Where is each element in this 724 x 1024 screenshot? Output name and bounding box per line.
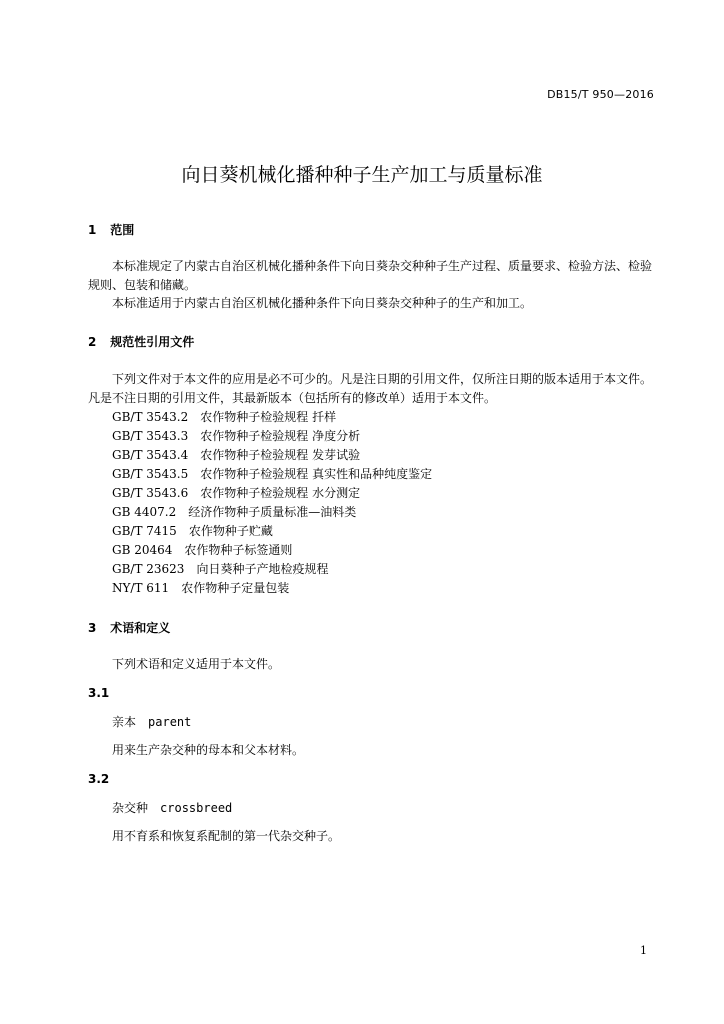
reference-item <box>112 484 360 501</box>
section-2-heading <box>88 333 194 350</box>
reference-code: GB/T 3543.3 <box>112 429 189 443</box>
document-title: 向日葵机械化播种种子生产加工与质量标准 <box>181 164 543 186</box>
section-3-intro: 下列术语和定义适用于本文件。 <box>112 657 281 671</box>
reference-code: GB/T 3543.5 <box>112 467 189 481</box>
term-zh: 亲本 <box>112 715 137 729</box>
reference-title: 农作物种子检验规程 真实性和品种纯度鉴定 <box>200 467 433 481</box>
term-definition: 用来生产杂交种的母本和父本材料。 <box>112 743 305 757</box>
reference-code: GB/T 3543.6 <box>112 486 189 500</box>
reference-title: 向日葵种子产地检疫规程 <box>196 562 329 576</box>
term-zh: 杂交种 <box>112 801 149 815</box>
section-title: 规范性引用文件 <box>110 335 195 349</box>
reference-item <box>112 541 292 558</box>
reference-item <box>112 560 328 577</box>
reference-item <box>112 503 356 520</box>
term-definition: 用不育系和恢复系配制的第一代杂交种子。 <box>112 829 341 843</box>
reference-title: 经济作物种子质量标准—油料类 <box>188 505 357 519</box>
reference-code: GB/T 3543.4 <box>112 448 189 462</box>
term-name <box>112 713 191 730</box>
section-number: 3 <box>88 621 97 635</box>
standard-code: DB15/T 950—2016 <box>547 88 654 101</box>
reference-title: 农作物种子检验规程 水分测定 <box>200 486 361 500</box>
reference-title: 农作物种子检验规程 净度分析 <box>200 429 361 443</box>
section-title: 范围 <box>110 223 135 237</box>
reference-title: 农作物种子标签通则 <box>184 543 293 557</box>
reference-item <box>112 408 336 425</box>
reference-title: 农作物种子定量包装 <box>181 581 290 595</box>
reference-item <box>112 579 289 596</box>
section-number: 1 <box>88 223 97 237</box>
reference-code: GB/T 7415 <box>112 524 177 538</box>
section-1-heading <box>88 221 134 238</box>
reference-code: GB/T 3543.2 <box>112 410 189 424</box>
term-name <box>112 799 232 816</box>
reference-title: 农作物种子检验规程 扦样 <box>200 410 337 424</box>
term-number: 3.2 <box>88 772 110 786</box>
page-number: 1 <box>640 944 647 957</box>
section-1-paragraph-2: 本标准适用于内蒙古自治区机械化播种条件下向日葵杂交种种子的生产和加工。 <box>112 296 533 310</box>
section-3-heading <box>88 619 170 636</box>
section-2-intro: 下列文件对于本文件的应用是必不可少的。凡是注日期的引用文件，仅所注日期的版本适用于本文件。凡是不注日期的引用文件，其最新版本（包括所有的修改单）适用于本文件。 <box>88 372 653 405</box>
reference-code: GB 20464 <box>112 543 173 557</box>
reference-title: 农作物种子贮藏 <box>188 524 273 538</box>
reference-item <box>112 427 360 444</box>
reference-item <box>112 446 360 463</box>
reference-code: NY/T 611 <box>112 581 170 595</box>
section-title: 术语和定义 <box>110 621 171 635</box>
reference-code: GB/T 23623 <box>112 562 185 576</box>
term-en: crossbreed <box>160 801 233 815</box>
section-1-paragraph-1: 本标准规定了内蒙古自治区机械化播种条件下向日葵杂交种种子生产过程、质量要求、检验方法、检验规则、包装和储藏。 <box>88 259 653 292</box>
reference-item <box>112 522 273 539</box>
section-number: 2 <box>88 335 97 349</box>
reference-item <box>112 465 432 482</box>
term-number: 3.1 <box>88 686 110 700</box>
reference-title: 农作物种子检验规程 发芽试验 <box>200 448 361 462</box>
reference-code: GB 4407.2 <box>112 505 177 519</box>
term-en: parent <box>148 715 192 729</box>
